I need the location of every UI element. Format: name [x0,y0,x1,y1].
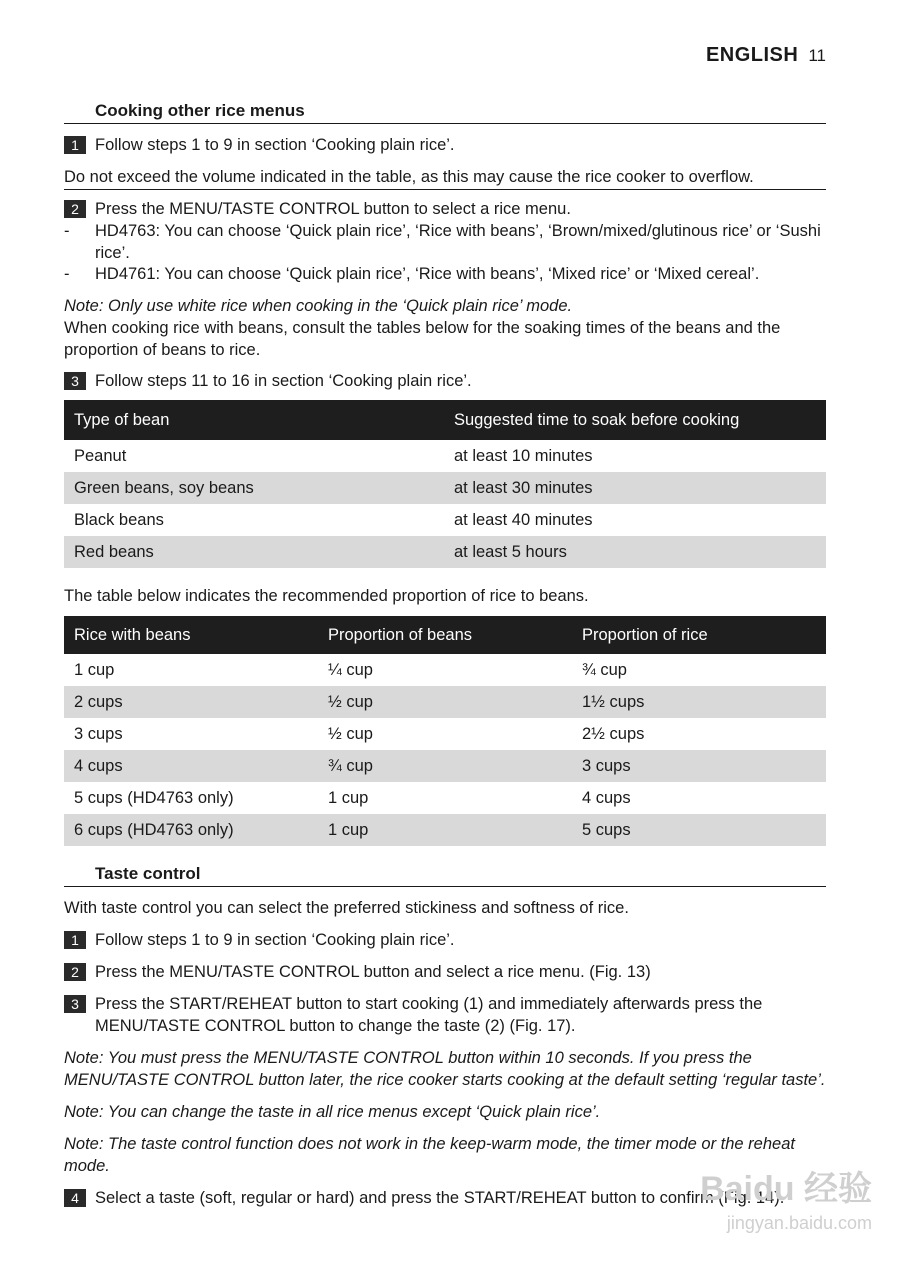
table-row [64,750,826,782]
soak-time-table [64,400,826,568]
step-2-press-menu [64,198,826,220]
taste-control-intro: With taste control you can select the preferred stickiness and softness of rice. [64,899,629,917]
table-row [64,782,826,814]
bullet-dash: - [64,265,70,283]
ratio-intro: The table below indicates the recommended proportion of rice to beans. [64,587,589,605]
table-cell: 2 cups [64,686,318,718]
info-soaking: When cooking rice with beans, consult the tables below for the soaking times of the beans and the proportion of beans to rice. [64,319,781,359]
table-cell: 1 cup [328,788,369,807]
step-1-follow-steps [64,134,826,156]
table-row [64,686,826,718]
step-text: Select a taste (soft, regular or hard) and press the START/REHEAT button to confirm (Fig. 14). [95,1189,785,1207]
column-header: Rice with beans [64,616,318,654]
watermark-url: jingyan.baidu.com [726,1213,872,1233]
step-text: Follow steps 1 to 9 in section ‘Cooking plain rice’. [95,136,455,154]
section-title-other-rice-menus: Cooking other rice menus [64,101,826,124]
taste-step-2 [64,961,826,983]
step-number: 2 [64,963,86,981]
step-number: 3 [64,995,86,1013]
table-cell: 5 cups [572,814,826,846]
note-within-10-seconds: Note: You must press the MENU/TASTE CONTROL button within 10 seconds. If you press the MENU/TASTE CONTROL button later, the rice cooker starts cooking at the default setting ‘regular taste’. [64,1049,826,1089]
taste-step-3 [64,993,826,1037]
step-number: 4 [64,1189,86,1207]
table-cell: at least 5 hours [444,536,826,568]
bullet-text: HD4761: You can choose ‘Quick plain rice’, ‘Rice with beans’, ‘Mixed rice’ or ‘Mixed cereal’. [95,265,760,283]
table-cell: at least 10 minutes [454,446,593,465]
note-change-taste: Note: You can change the taste in all rice menus except ‘Quick plain rice’. [64,1103,601,1121]
baidu-watermark [700,1172,872,1240]
step-text: Press the START/REHEAT button to start cooking (1) and immediately afterwards press the MENU/TASTE CONTROL button to change the taste (2) (Fig. 17). [95,995,763,1035]
taste-step-1 [64,929,826,951]
bullet-text: HD4763: You can choose ‘Quick plain rice’, ‘Rice with beans’, ‘Brown/mixed/glutinous rice’ or ‘Sushi rice’. [95,222,821,262]
table-cell: 3 cups [74,724,123,743]
table-row [64,504,826,536]
table-cell: Red beans [64,536,444,568]
table-row [64,814,826,846]
step-number: 1 [64,136,86,154]
table-row [64,536,826,568]
section-title-taste-control: Taste control [64,864,826,887]
table-cell: at least 40 minutes [454,510,593,529]
column-header: Type of bean [64,400,444,440]
page-header [706,44,826,67]
table-cell: ¾ cup [318,750,572,782]
note-keep-warm: Note: The taste control function does not work in the keep-warm mode, the timer mode or the reheat mode. [64,1135,795,1175]
column-header: Proportion of rice [572,616,826,654]
table-header-row [64,400,826,440]
table-cell: 5 cups (HD4763 only) [74,788,234,807]
table-row [64,654,826,686]
table-cell: 4 cups [582,788,631,807]
table-cell: at least 30 minutes [444,472,826,504]
language-label: ENGLISH [705,44,799,66]
bullet-hd4763 [64,220,826,264]
table-header-row [64,616,826,654]
step-number: 3 [64,372,86,390]
table-row [64,472,826,504]
table-cell: ¼ cup [328,660,373,679]
step-text: Press the MENU/TASTE CONTROL button and select a rice menu. (Fig. 13) [95,963,651,981]
step-text: Press the MENU/TASTE CONTROL button to select a rice menu. [95,200,571,218]
step-text: Follow steps 11 to 16 in section ‘Cooking plain rice’. [95,372,472,390]
table-row [64,718,826,750]
bullet-hd4761 [64,263,826,285]
table-cell: Black beans [74,510,164,529]
step-number: 1 [64,931,86,949]
page-number: 11 [808,46,826,65]
table-cell: 6 cups (HD4763 only) [64,814,318,846]
table-cell: 3 cups [572,750,826,782]
watermark-brand: Baidu 经验 [700,1170,872,1208]
table-cell: 2½ cups [582,724,645,743]
table-row [64,440,826,472]
bullet-dash: - [64,222,70,240]
table-cell: Green beans, soy beans [64,472,444,504]
column-header: Proportion of beans [318,616,572,654]
table-cell: Peanut [74,446,127,465]
table-cell: 1½ cups [572,686,826,718]
table-cell: 1 cup [74,660,115,679]
step-3-follow-steps [64,370,826,392]
table-cell: ½ cup [328,724,373,743]
table-cell: 1 cup [318,814,572,846]
step-text: Follow steps 1 to 9 in section ‘Cooking plain rice’. [95,931,455,949]
step-number: 2 [64,200,86,218]
table-cell: ½ cup [318,686,572,718]
warning-text: Do not exceed the volume indicated in the table, as this may cause the rice cooker to overflow. [64,166,826,190]
rice-bean-ratio-table [64,616,826,846]
note-white-rice: Note: Only use white rice when cooking in the ‘Quick plain rice’ mode. [64,297,573,315]
table-cell: ¾ cup [582,660,627,679]
column-header: Suggested time to soak before cooking [444,400,826,440]
table-cell: 4 cups [64,750,318,782]
